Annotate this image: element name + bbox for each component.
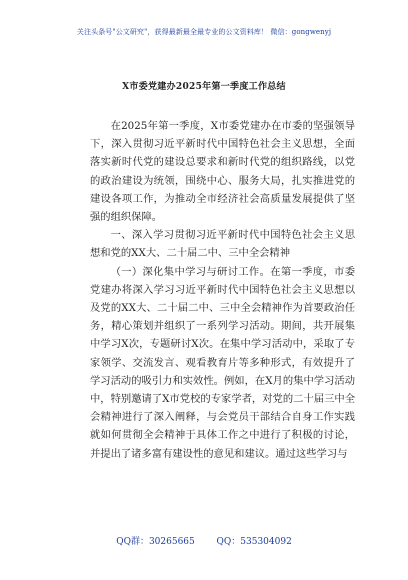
qq-group-number: QQ群：30265665	[116, 537, 195, 547]
document-title: X市委党建办2025年第一季度工作总结	[122, 82, 286, 92]
qq-number: QQ：535304092	[216, 537, 292, 547]
document-body	[90, 117, 355, 463]
intro-paragraph: 在2025年第一季度，X市委党建办在市委的坚强领导下，深入贯彻习近平新时代中国特色社会主义思想，全面落实新时代党的建设总要求和新时代党的组织路线，以党的政治建设为统领，围绕中心、服务大局，扎实推进党的建设各项工作，为推动全市经济社会高质量发展提供了坚强的组织保障。	[90, 120, 355, 224]
section-heading-1: 一、深入学习贯彻习近平新时代中国特色社会主义思想和党的XX大、二十届二中、三中全会精神	[90, 229, 355, 260]
contact-footer	[0, 534, 408, 547]
promo-banner: 关注头条号"公文研究"，获得最新最全最专业的公文资料库！ 微信：gongwenyj	[76, 28, 332, 36]
subsection-paragraph-1: （一）深化集中学习与研讨工作。在第一季度，市委党建办将深入学习习近平新时代中国特色社会主义思想以及党的XX大、二十届二中、三中全会精神作为首要政治任务，精心策划并组织了一系列学习活动。期间，共开展集中学习X次，专题研讨X次。在集中学习活动中，采取了专家领学、交流发言、观看教育片等多种形式，有效提升了学习活动的吸引力和实效性。例如，在X月的集中学习活动中，特别邀请了X市党校的专家学者，对党的二十届三中全会精神进行了深入阐释，与会党员干部结合自身工作实践就如何贯彻全会精神于具体工作之中进行了积极的讨论，并提出了诸多富有建设性的意见和建议。通过这些学习与	[90, 265, 355, 460]
